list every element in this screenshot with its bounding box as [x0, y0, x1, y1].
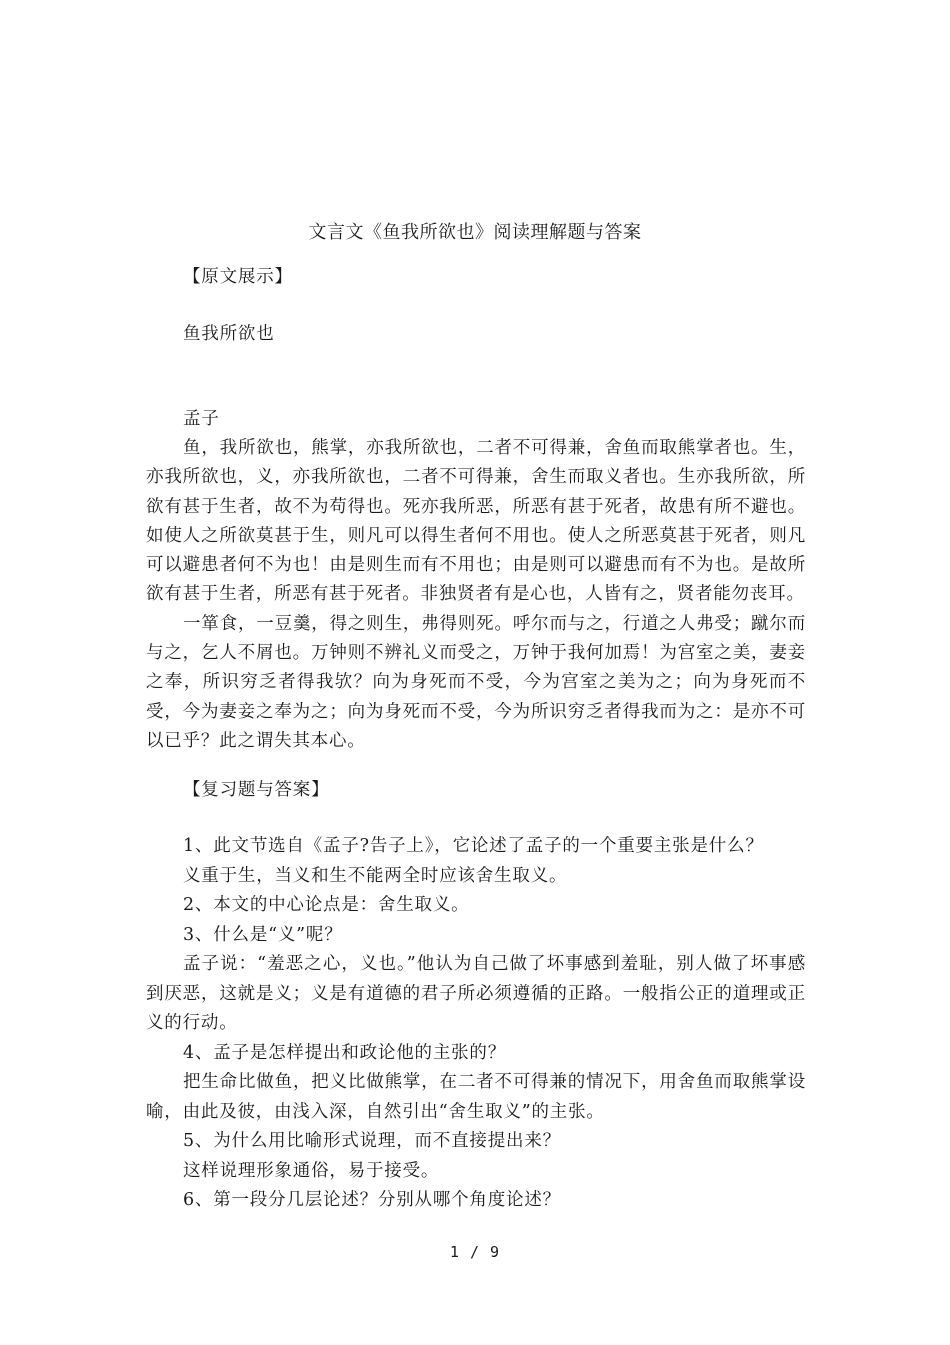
paragraph-2: 一箪食，一豆羹，得之则生，弗得则死。呼尔而与之，行道之人弗受；蹴尔而与之，乞人不屑也。万钟则不辨礼义而受之，万钟于我何加焉！为宫室之美，妻妾之奉，所识穷乏者得我欤？向为身死而不受，今为宫室之美为之；向为身死而不受，今为妻妾之奉为之；向为身死而不受，今为所识穷乏者得我而为之：是亦不可以已乎？此之谓失其本心。	[146, 613, 806, 751]
section-heading-review: 【复习题与答案】	[183, 780, 330, 800]
qa-line: 6、第一段分几层论述？分别从哪个角度论述？	[183, 1190, 561, 1210]
qa-line: 义重于生，当义和生不能两全时应该舍生取义。	[183, 865, 568, 886]
paragraph-1: 鱼，我所欲也，熊掌，亦我所欲也，二者不可得兼，舍鱼而取熊掌者也。生，亦我所欲也，义，亦我所欲也，二者不可得兼，舍生而取义者也。生亦我所欲，所欲有甚于生者，故不为苟得也。死亦我所恶，所恶有甚于死者，故患有所不避也。如使人之所欲莫甚于生，则凡可以得生者何不用也。使人之所恶莫甚于死者，则凡可以避患者何不为也！由是则生而有不用也；由是则可以避患而有不为也。是故所欲有甚于生者，所恶有甚于死者。非独贤者有是心也，人皆有之，贤者能勿丧耳。	[146, 438, 806, 605]
qa-line: 3、什么是“义”呢？	[183, 924, 343, 945]
qa-line: 5、为什么用比喻形式说理，而不直接提出来？	[183, 1131, 561, 1151]
qa-line: 这样说理形象通俗，易于接受。	[183, 1160, 440, 1181]
text-title: 鱼我所欲也	[183, 324, 275, 344]
review-questions	[146, 832, 806, 1216]
qa-line: 2、本文的中心论点是：舍生取义。	[183, 895, 470, 915]
original-text	[146, 434, 806, 756]
document-title: 文言文《鱼我所欲也》阅读理解题与答案	[308, 222, 642, 243]
author-name: 孟子	[183, 409, 220, 429]
section-heading-original: 【原文展示】	[183, 267, 293, 287]
qa-line: 1、此文节选自《孟子?告子上》，它论述了孟子的一个重要主张是什么？	[183, 836, 764, 856]
page-number: 1 / 9	[449, 1243, 501, 1261]
qa-line: 4、孟子是怎样提出和政论他的主张的？	[183, 1042, 507, 1063]
qa-line: 孟子说：“羞恶之心，义也。”他认为自己做了坏事感到羞耻，别人做了坏事感到厌恶，这就是义；义是有道德的君子所必须遵循的正路。一般指公正的道理或正义的行动。	[146, 954, 806, 1033]
qa-line: 把生命比做鱼，把义比做熊掌，在二者不可得兼的情况下，用舍鱼而取熊掌设喻，由此及彼，由浅入深，自然引出“舍生取义”的主张。	[146, 1072, 806, 1122]
